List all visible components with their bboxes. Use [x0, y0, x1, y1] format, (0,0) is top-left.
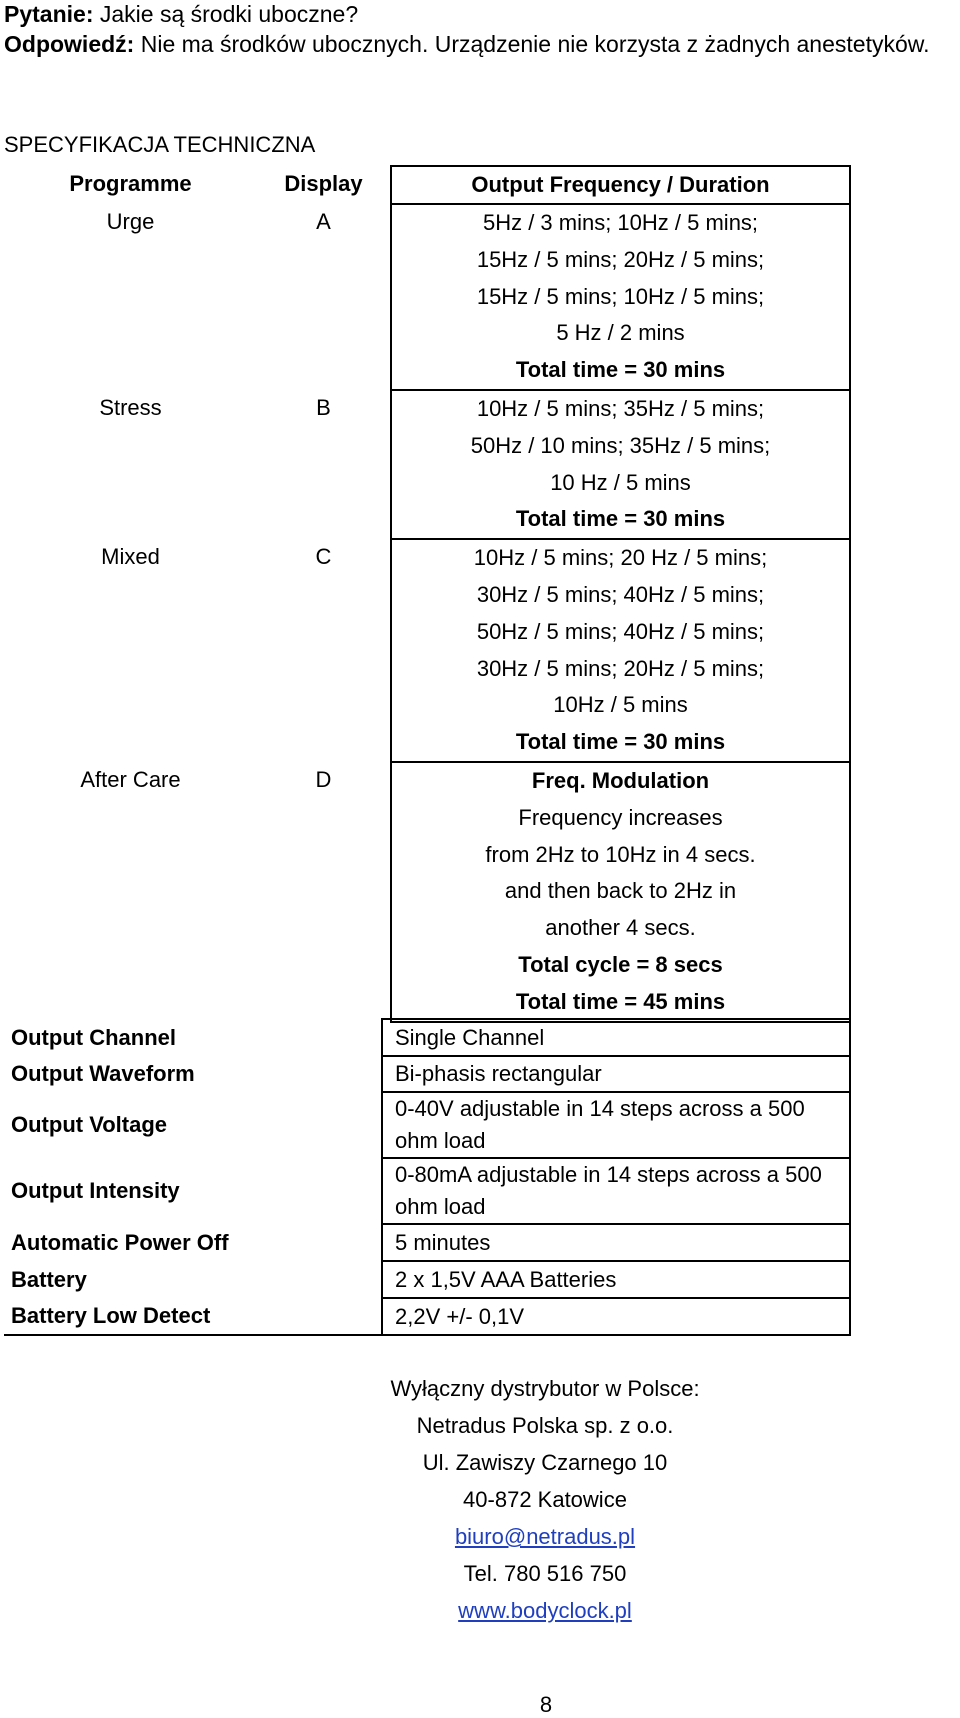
spec-value: 5 minutes [382, 1224, 850, 1261]
programme-display: A [257, 204, 391, 390]
programme-name: Mixed [101, 544, 160, 570]
spec-label: Automatic Power Off [11, 1229, 229, 1255]
distributor-heading: Wyłączny dystrybutor w Polsce: [390, 1376, 700, 1401]
question-line [4, 0, 358, 28]
programme-output [391, 204, 850, 390]
company-name: Netradus Polska sp. z o.o. [416, 1413, 674, 1438]
programme-row-after-care [4, 762, 850, 1022]
spec-row [4, 1056, 850, 1092]
programme-output [391, 762, 850, 1022]
spec-row [4, 1298, 850, 1335]
output-line: 50Hz / 5 mins; 40Hz / 5 mins; [476, 618, 765, 644]
programme-name: Urge [106, 209, 155, 234]
spec-row [4, 1261, 850, 1298]
output-total: Total time = 30 mins [515, 506, 726, 532]
spec-value: Single Channel [382, 1019, 850, 1056]
programme-row-stress [4, 390, 850, 539]
website-link[interactable]: www.bodyclock.pl [458, 1598, 632, 1623]
output-heading: Freq. Modulation [531, 767, 710, 793]
spec-row [4, 1019, 850, 1056]
output-cycle: Total cycle = 8 secs [518, 951, 723, 977]
answer-text: Nie ma środków ubocznych. Urządzenie nie korzysta z żadnych anestetyków. [134, 31, 930, 57]
spec-row [4, 1092, 850, 1158]
programme-row-urge [4, 204, 850, 390]
spec-value: 0-40V adjustable in 14 steps across a 500 ohm load [382, 1092, 850, 1158]
programme-table [4, 165, 851, 1023]
header-output: Output Frequency / Duration [391, 166, 850, 204]
spec-table [4, 1018, 851, 1336]
answer-line [4, 30, 929, 58]
header-display: Display [257, 166, 391, 204]
output-line: 10Hz / 5 mins; 35Hz / 5 mins; [476, 395, 765, 421]
output-line: 30Hz / 5 mins; 40Hz / 5 mins; [476, 581, 765, 607]
spec-label: Battery Low Detect [11, 1303, 211, 1328]
output-line: 30Hz / 5 mins; 20Hz / 5 mins; [476, 655, 765, 681]
programme-output [391, 539, 850, 762]
spec-row [4, 1158, 850, 1224]
output-line: from 2Hz to 10Hz in 4 secs. [485, 841, 756, 867]
spec-label: Battery [11, 1266, 87, 1292]
output-line: 15Hz / 5 mins; 20Hz / 5 mins; [476, 246, 765, 272]
programme-name: Stress [99, 394, 162, 420]
programme-display: B [257, 390, 391, 539]
spec-label: Output Waveform [11, 1061, 195, 1086]
programme-display: C [257, 539, 391, 762]
output-line: Frequency increases [518, 804, 723, 830]
email-link[interactable]: biuro@netradus.pl [454, 1524, 636, 1549]
output-line: 5Hz / 3 mins; 10Hz / 5 mins; [482, 210, 759, 235]
question-text: Jakie są środki uboczne? [93, 1, 359, 27]
answer-label: Odpowiedź: [4, 31, 135, 57]
output-total: Total time = 30 mins [515, 357, 726, 383]
output-line: 50Hz / 10 mins; 35Hz / 5 mins; [470, 432, 771, 458]
street-address: Ul. Zawiszy Czarnego 10 [422, 1450, 668, 1475]
output-line: another 4 secs. [545, 915, 696, 941]
spec-label: Output Voltage [11, 1112, 168, 1137]
programme-name: After Care [80, 766, 181, 792]
programme-row-mixed [4, 539, 850, 762]
spec-value: 2,2V +/- 0,1V [382, 1298, 850, 1335]
spec-label: Output Intensity [11, 1178, 180, 1203]
header-programme: Programme [69, 171, 192, 196]
programme-table-header [4, 166, 850, 204]
spec-value: Bi-phasis rectangular [382, 1056, 850, 1092]
spec-value: 2 x 1,5V AAA Batteries [382, 1261, 850, 1298]
spec-value: 0-80mA adjustable in 14 steps across a 500 ohm load [382, 1158, 850, 1224]
output-line: 10 Hz / 5 mins [550, 469, 691, 495]
spec-row [4, 1224, 850, 1261]
spec-title: SPECYFIKACJA TECHNICZNA [4, 132, 316, 157]
output-line: 5 Hz / 2 mins [556, 320, 685, 346]
output-total: Total time = 30 mins [515, 729, 726, 755]
city-address: 40-872 Katowice [463, 1487, 627, 1512]
programme-output [391, 390, 850, 539]
output-total: Total time = 45 mins [515, 988, 726, 1014]
output-line: 10Hz / 5 mins [553, 692, 688, 718]
output-line: and then back to 2Hz in [504, 878, 737, 904]
question-label: Pytanie: [4, 1, 94, 27]
programme-display: D [257, 762, 391, 1022]
spec-label: Output Channel [11, 1024, 176, 1050]
phone-number: Tel. 780 516 750 [463, 1561, 627, 1586]
output-line: 10Hz / 5 mins; 20 Hz / 5 mins; [473, 545, 768, 571]
distributor-info [310, 1370, 780, 1629]
output-line: 15Hz / 5 mins; 10Hz / 5 mins; [476, 283, 765, 309]
page-number: 8 [539, 1692, 553, 1717]
